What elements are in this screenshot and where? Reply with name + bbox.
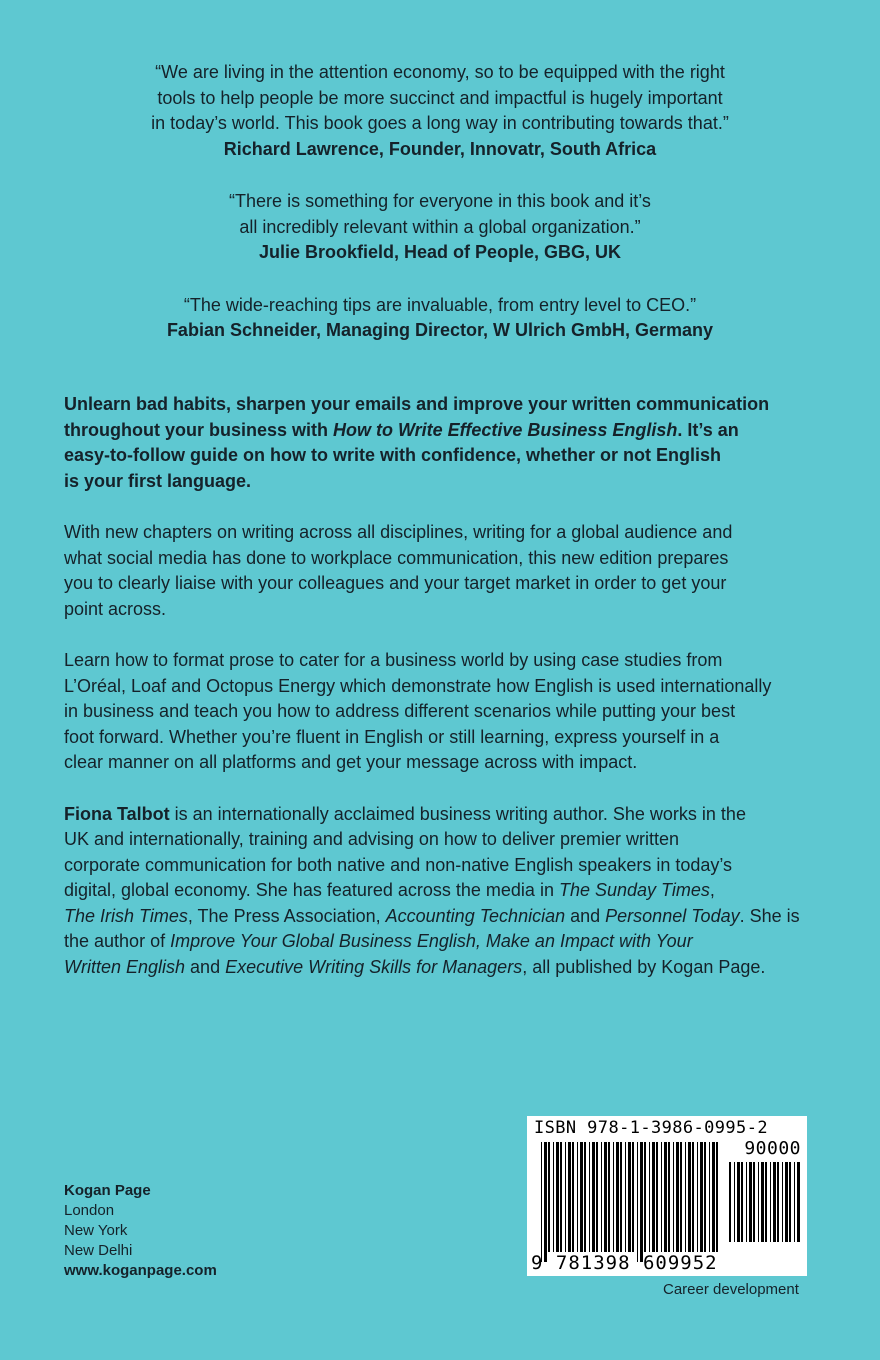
barcode-digits: 9 781398 609952 [531, 1252, 718, 1274]
endorsements [0, 60, 880, 371]
barcode-bar [608, 1142, 610, 1252]
barcode-bar [753, 1162, 755, 1242]
barcode-bar [680, 1142, 682, 1252]
quote-line: “The wide-reaching tips are invaluable, from entry level to CEO.” [183, 294, 697, 315]
barcode-bar [596, 1142, 598, 1252]
text-line: L’Oréal, Loaf and Octopus Energy which demonstrate how English is used internationally [64, 675, 772, 696]
barcode-bar [637, 1142, 638, 1262]
text-line [64, 418, 824, 444]
publication-title: Accounting Technician [385, 905, 566, 926]
publisher-website: www.koganpage.com [64, 1262, 217, 1279]
barcode-bar [601, 1142, 602, 1252]
isbn-label: ISBN 978-1-3986-0995-2 [534, 1118, 768, 1138]
barcode-bar [692, 1142, 694, 1252]
barcode-bar [556, 1142, 559, 1252]
barcode-bar [734, 1162, 735, 1242]
barcode-bar [773, 1162, 776, 1242]
quote-line: “There is something for everyone in this book and it’s [229, 191, 651, 211]
barcode-bar [656, 1142, 658, 1252]
barcode-bar [729, 1162, 731, 1242]
text-line: clear manner on all platforms and get your message across with impact. [64, 752, 638, 773]
barcode-bar [649, 1142, 650, 1252]
description-paragraph [64, 648, 824, 776]
price-code: 90000 [744, 1138, 801, 1159]
text-line: With new chapters on writing across all disciplines, writing for a global audience and [64, 521, 733, 542]
text-line: Learn how to format prose to cater for a business world by using case studies from [64, 649, 723, 670]
barcode-bar [572, 1142, 574, 1252]
text-line: easy-to-follow guide on how to write with confidence, whether or not English [64, 445, 722, 466]
barcode-bar [697, 1142, 698, 1252]
barcode-bar [541, 1142, 542, 1262]
publisher-city: London [64, 1202, 115, 1219]
barcode-bar [664, 1142, 667, 1252]
barcode-bar [589, 1142, 590, 1252]
endorsement-quote [0, 189, 880, 266]
barcode-bar [741, 1162, 743, 1242]
barcode-bars-main [541, 1142, 721, 1270]
barcode-bar [640, 1142, 643, 1262]
barcode-bar [716, 1142, 718, 1252]
text-line: Unlearn bad habits, sharpen your emails and improve your written communication [64, 394, 770, 414]
text-line: foot forward. Whether you’re fluent in English or still learning, express yourself in a [64, 726, 720, 747]
barcode-bar [770, 1162, 771, 1242]
barcode-bar [789, 1162, 791, 1242]
barcode-bars-addon [729, 1162, 801, 1254]
quote-line: in today’s world. This book goes a long way in contributing towards that.” [151, 113, 729, 133]
barcode-bar [584, 1142, 586, 1252]
barcode-bar [620, 1142, 622, 1252]
barcode-bar [737, 1162, 740, 1242]
barcode-bar [568, 1142, 571, 1252]
barcode-bar [797, 1162, 800, 1242]
publisher-city: New Delhi [64, 1242, 133, 1259]
barcode-bar [785, 1162, 788, 1242]
text-line [64, 802, 824, 828]
text-span: , [709, 880, 715, 901]
book-title: Executive Writing Skills for Managers [225, 957, 523, 978]
barcode-bar [749, 1162, 752, 1242]
text-span: digital, global economy. She has featured across the media in [64, 880, 559, 901]
blurb [64, 392, 824, 1006]
quote-line: tools to help people be more succinct and impactful is hugely important [157, 87, 723, 108]
barcode-bar [746, 1162, 747, 1242]
quote-attribution: Julie Brookfield, Head of People, GBG, UK [258, 242, 622, 262]
barcode-bar [685, 1142, 686, 1252]
barcode-bar [676, 1142, 679, 1252]
barcode-bar [761, 1162, 764, 1242]
barcode-bar [644, 1142, 646, 1252]
book-title: Improve Your Global Business English, Make an Impact with Your [170, 931, 693, 952]
text-line: what social media has done to workplace communication, this new edition prepares [64, 547, 729, 568]
publication-title: Personnel Today [605, 905, 740, 926]
barcode-bar [613, 1142, 614, 1252]
text-span: . It’s an [677, 419, 739, 440]
barcode-bar [688, 1142, 691, 1252]
text-span: , all published by Kogan Page. [522, 957, 766, 978]
text-span: and [565, 905, 606, 926]
text-line: is your first language. [64, 470, 252, 491]
description-paragraph [64, 520, 824, 622]
text-line [64, 929, 824, 955]
text-span: and [185, 957, 226, 978]
text-span: . She is [739, 905, 800, 926]
text-line: corporate communication for both native and non-native English speakers in today’s [64, 854, 733, 875]
barcode-bar [673, 1142, 674, 1252]
barcode-bar [712, 1142, 715, 1252]
text-span: the author of [64, 931, 171, 952]
text-span: throughout your business with [64, 419, 333, 440]
author-name: Fiona Talbot [64, 803, 170, 824]
book-title: How to Write Effective Business English [333, 419, 678, 440]
barcode-bar [765, 1162, 767, 1242]
text-line: you to clearly liaise with your colleagues and your target market in order to get your [64, 573, 727, 594]
barcode-bar [704, 1142, 706, 1252]
barcode-bar [625, 1142, 626, 1252]
barcode-bar [577, 1142, 578, 1252]
quote-attribution: Fabian Schneider, Managing Director, W Ulrich GmbH, Germany [166, 320, 714, 340]
barcode-bar [632, 1142, 634, 1252]
barcode-bar [758, 1162, 759, 1242]
text-line: UK and internationally, training and advising on how to deliver premier written [64, 829, 679, 850]
isbn-barcode [527, 1116, 807, 1276]
text-line: in business and teach you how to address different scenarios while putting your best [64, 701, 736, 722]
quote-line: “We are living in the attention economy, so to be equipped with the right [155, 62, 725, 82]
text-span: is an internationally acclaimed business writing author. She works in the [169, 803, 746, 824]
barcode-bar [548, 1142, 550, 1252]
barcode-bar [560, 1142, 562, 1252]
text-span: , The Press Association, [187, 905, 386, 926]
text-line [64, 904, 824, 930]
barcode-bar [616, 1142, 619, 1252]
barcode-bar [553, 1142, 554, 1252]
barcode-bar [668, 1142, 670, 1252]
text-line [64, 878, 824, 904]
author-bio [64, 802, 824, 981]
barcode-bar [592, 1142, 595, 1252]
quote-line: all incredibly relevant within a global organization.” [239, 216, 641, 237]
barcode-bar [580, 1142, 583, 1252]
barcode-bar [652, 1142, 655, 1252]
publication-title: The Irish Times [64, 905, 188, 926]
intro-paragraph [64, 392, 824, 494]
book-title: Written English [64, 957, 186, 978]
barcode-bar [565, 1142, 566, 1252]
category-label: Career development [663, 1281, 799, 1298]
endorsement-quote [0, 60, 880, 162]
publisher-name: Kogan Page [64, 1182, 151, 1199]
text-line: point across. [64, 598, 167, 619]
barcode-bar [604, 1142, 607, 1252]
barcode-bar [782, 1162, 783, 1242]
quote-attribution: Richard Lawrence, Founder, Innovatr, South Africa [223, 138, 657, 159]
barcode-bar [661, 1142, 662, 1252]
barcode-bar [700, 1142, 703, 1252]
barcode-bar [628, 1142, 631, 1252]
publisher-info [64, 1181, 217, 1281]
endorsement-quote [0, 293, 880, 344]
text-line [64, 955, 824, 981]
barcode-bar [777, 1162, 779, 1242]
barcode-bar [794, 1162, 795, 1242]
publisher-city: New York [64, 1222, 128, 1239]
publication-title: The Sunday Times [558, 880, 710, 901]
barcode-bar [544, 1142, 547, 1262]
barcode-bar [709, 1142, 710, 1252]
